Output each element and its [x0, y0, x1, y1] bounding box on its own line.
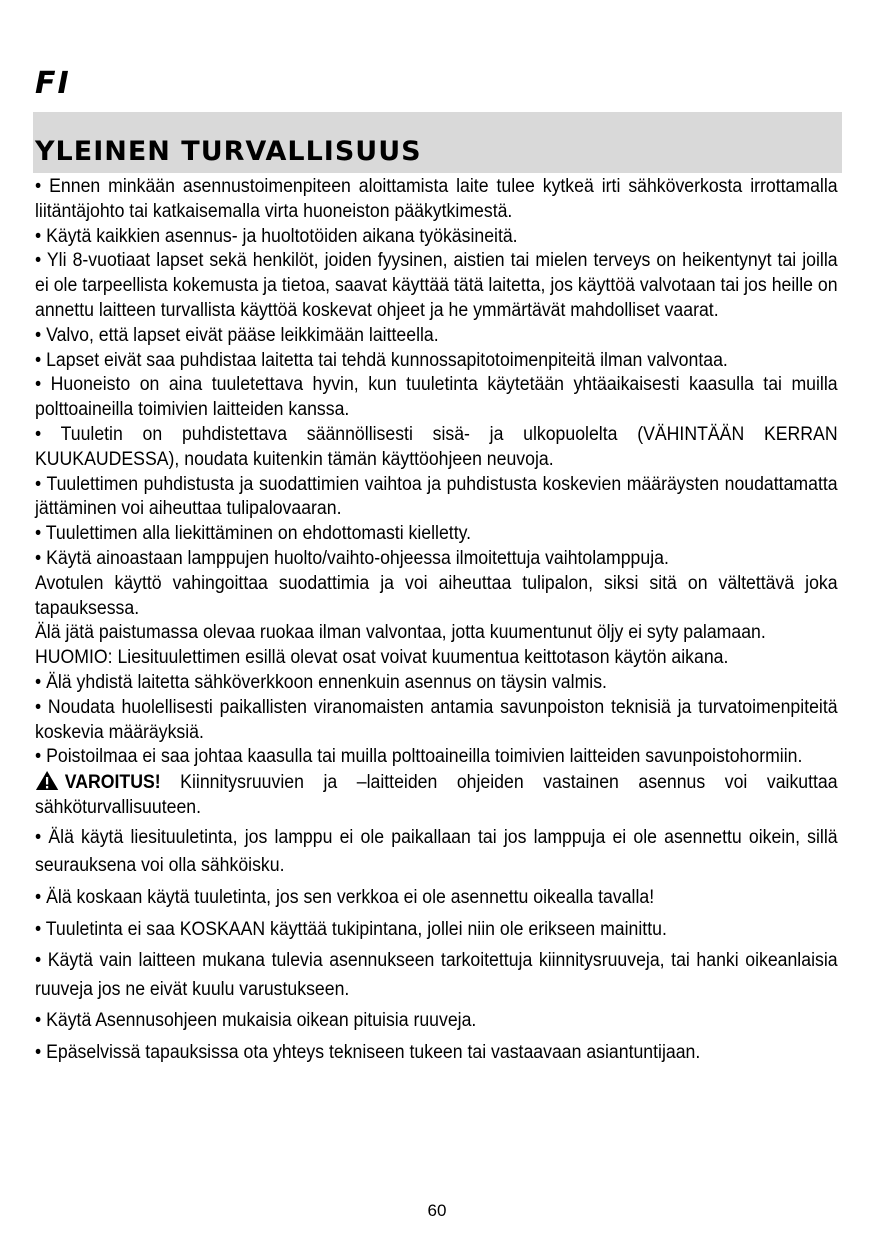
safety-note: Avotulen käyttö vahingoittaa suodattimia ja voi aiheuttaa tulipalon, siksi sitä on vältettävä joka tapauksessa. — [35, 572, 838, 619]
safety-item: • Tuulettimen alla liekittäminen on ehdottomasti kielletty. — [35, 523, 472, 545]
safety-item: • Käytä Asennusohjeen mukaisia oikean pituisia ruuveja. — [35, 1010, 477, 1032]
page-number: 60 — [427, 1201, 447, 1220]
safety-item: • Käytä ainoastaan lamppujen huolto/vaihto-ohjeessa ilmoitettuja vaihtolamppuja. — [35, 547, 669, 569]
safety-item: • Tuuletinta ei saa KOSKAAN käyttää tukipintana, jollei niin ole erikseen mainittu. — [35, 918, 667, 940]
safety-item: • Valvo, että lapset eivät pääse leikkimään laitteella. — [35, 324, 439, 346]
safety-item: • Älä käytä liesituuletinta, jos lamppu ei ole paikallaan tai jos lamppuja ei ole asennettu oikein, sillä seurauksena voi olla sähköisku. — [35, 826, 838, 877]
safety-note: HUOMIO: Liesituulettimen esillä olevat osat voivat kuumentua keittotason käytön aikana. — [35, 647, 729, 669]
safety-item: • Älä yhdistä laitetta sähköverkkoon ennenkuin asennus on täysin valmis. — [35, 671, 607, 693]
safety-item: • Käytä vain laitteen mukana tulevia asennukseen tarkoitettuja kiinnitysruuveja, tai hanki oikeanlaisia ruuveja jos ne eivät kuulu varustukseen. — [35, 950, 838, 1000]
safety-item: • Poistoilmaa ei saa johtaa kaasulla tai muilla polttoaineilla toimivien laitteiden savunpoistohormiin. — [35, 746, 803, 768]
warning-label: VAROITUS! — [64, 772, 161, 794]
safety-item: • Tuuletin on puhdistettava säännöllisesti sisä- ja ulkopuolelta (VÄHINTÄÄN KERRAN KUUKAUDESSA), noudata kuitenkin tämän käyttöohjeen neuvoja. — [35, 423, 838, 470]
safety-item: • Lapset eivät saa puhdistaa laitetta tai tehdä kunnossapitotoimenpiteitä ilman valvontaa. — [35, 349, 728, 371]
safety-item: • Käytä kaikkien asennus- ja huoltotöiden aikana työkäsineitä. — [35, 225, 518, 247]
warning-paragraph — [35, 770, 838, 821]
section-heading: YLEINEN TURVALLISUUS — [35, 136, 422, 167]
warning-text: Kiinnitysruuvien ja –laitteiden ohjeiden vastainen asennus voi vaikuttaa sähköturvallisuuteen. — [35, 772, 838, 818]
safety-text-body — [35, 175, 838, 1067]
language-code: FI — [35, 66, 71, 101]
safety-item: • Älä koskaan käytä tuuletinta, jos sen verkkoa ei ole asennettu oikealla tavalla! — [35, 886, 655, 908]
safety-item: • Huoneisto on aina tuuletettava hyvin, kun tuuletinta käytetään yhtäaikaisesti kaasulla tai muilla polttoaineilla toimivien laitteiden kanssa. — [35, 374, 838, 421]
section-heading-band — [33, 112, 842, 173]
safety-item: • Epäselvissä tapauksissa ota yhteys tekniseen tukeen tai vastaavaan asiantuntijaan. — [35, 1041, 701, 1063]
safety-item: • Noudata huolellisesti paikallisten viranomaisten antamia savunpoiston teknisiä ja turvatoimenpiteitä koskevia määräyksiä. — [35, 696, 838, 743]
safety-item: • Tuulettimen puhdistusta ja suodattimien vaihtoa ja puhdistusta koskevien määräysten noudattamatta jättäminen voi aiheuttaa tulipalovaaran. — [35, 473, 838, 520]
safety-item: • Yli 8-vuotiaat lapset sekä henkilöt, joiden fyysinen, aistien tai mielen terveys on heikentynyt tai joilla ei ole tarpeellista kokemusta ja tietoa, saavat käyttää tätä laitetta, jos käyttöä valvotaan tai jos heille on annettu laitteen turvallista käyttöä koskevat ohjeet ja he ymmärtävät mahdolliset vaarat. — [35, 250, 838, 321]
warning-triangle-icon — [35, 770, 59, 791]
safety-note: Älä jätä paistumassa olevaa ruokaa ilman valvontaa, jotta kuumentunut öljy ei syty palamaan. — [35, 622, 766, 644]
safety-item: • Ennen minkään asennustoimenpiteen aloittamista laite tulee kytkeä irti sähköverkosta irrottamalla liitäntäjohto tai katkaisemalla virta huoneiston pääkytkimestä. — [35, 176, 838, 222]
